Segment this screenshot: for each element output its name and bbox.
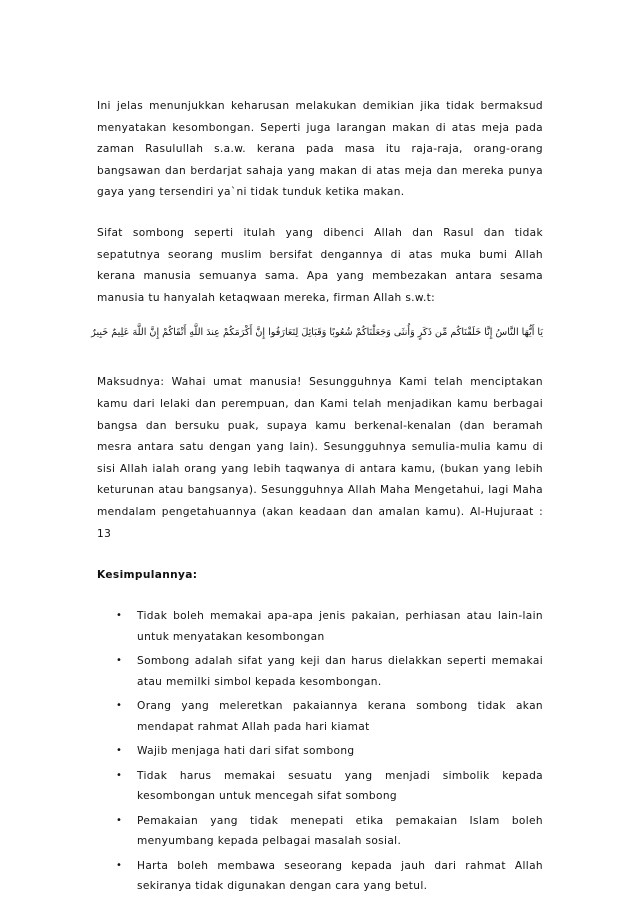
list-item-text: Sombong adalah sifat yang keji dan harus dielakkan seperti memakai atau memilki simbol kepada kesombongan. [137, 655, 543, 688]
list-item-text: Pemakaian yang tidak menepati etika pemakaian Islam boleh menyumbang kepada pelbagai masalah sosial. [137, 814, 543, 848]
list-item [97, 741, 543, 762]
bullet-icon: • [116, 814, 123, 826]
list-item [97, 811, 543, 852]
list-item [97, 766, 543, 807]
list-item [97, 856, 543, 897]
conclusion-heading: Kesimpulannya: [97, 569, 198, 582]
list-item-text: Harta boleh membawa seseorang kepada jauh dari rahmat Allah sekiranya tidak digunakan dengan cara yang betul. [137, 859, 543, 893]
list-item-text: Tidak boleh memakai apa-apa jenis pakaian, perhiasan atau lain-lain untuk menyatakan kesombongan [137, 610, 543, 643]
quran-verse-arabic: يَا أَيُّهَا النَّاسُ إِنَّا خَلَقْنَاكُم مِّن ذَكَرٍ وَأُنثَى وَجَعَلْنَاكُمْ شُعُوبًا وَقَبَائِلَ لِتَعَارَفُوا إِنَّ أَكْرَمَكُمْ عِندَ اللَّهِ أَتْقَاكُمْ إِنَّ اللَّهَ عَلِيمٌ خَبِيرٌ [91, 327, 543, 339]
list-item-text: Orang yang meleretkan pakaiannya kerana sombong tidak akan mendapat rahmat Allah pada hari kiamat [137, 700, 543, 733]
conclusion-list [97, 606, 543, 897]
bullet-icon: • [116, 610, 123, 622]
paragraph-arrogance: Sifat sombong seperti itulah yang dibenci Allah dan Rasul dan tidak sepatutnya seorang muslim bersifat dengannya di atas muka bumi Allah kerana manusia semuanya sama. Apa yang membezakan antara sesama manusia tu hanyalah ketaqwaan mereka, firman Allah s.w.t: [97, 226, 543, 304]
list-item-text: Tidak harus memakai sesuatu yang menjadi simbolik kepada kesombongan untuk mencegah sifat sombong [137, 769, 543, 803]
bullet-icon: • [116, 859, 123, 871]
paragraph-table-manners: Ini jelas menunjukkan keharusan melakukan demikian jika tidak bermaksud menyatakan kesombongan. Seperti juga larangan makan di atas meja pada zaman Rasulullah s.a.w. kerana pada masa itu raja-raja, orang-orang bangsawan dan berdarjat sahaja yang makan di atas meja dan mereka punya gaya yang tersendiri ya`ni tidak tunduk ketika makan. [97, 100, 543, 199]
document-page [91, 96, 543, 901]
list-item [97, 696, 543, 737]
list-item [97, 606, 543, 647]
list-item-text: Wajib menjaga hati dari sifat sombong [137, 745, 355, 758]
list-item [97, 651, 543, 692]
bullet-icon: • [116, 655, 123, 667]
bullet-icon: • [116, 769, 123, 781]
paragraph-translation: Maksudnya: Wahai umat manusia! Sesungguhnya Kami telah menciptakan kamu dari lelaki dan perempuan, dan Kami telah menjadikan kamu berbagai bangsa dan bersuku puak, supaya kamu berkenal-kenalan (dan beramah mesra antara satu dengan yang lain). Sesungguhnya semulia-mulia kamu di sisi Allah ialah orang yang lebih taqwanya di antara kamu, (bukan yang lebih keturunan atau bangsanya). Sesungguhnya Allah Maha Mengetahui, lagi Maha mendalam pengetahuannya (akan keadaan dan amalan kamu). Al-Hujuraat : 13 [97, 376, 543, 540]
bullet-icon: • [116, 700, 123, 712]
bullet-icon: • [116, 745, 123, 757]
